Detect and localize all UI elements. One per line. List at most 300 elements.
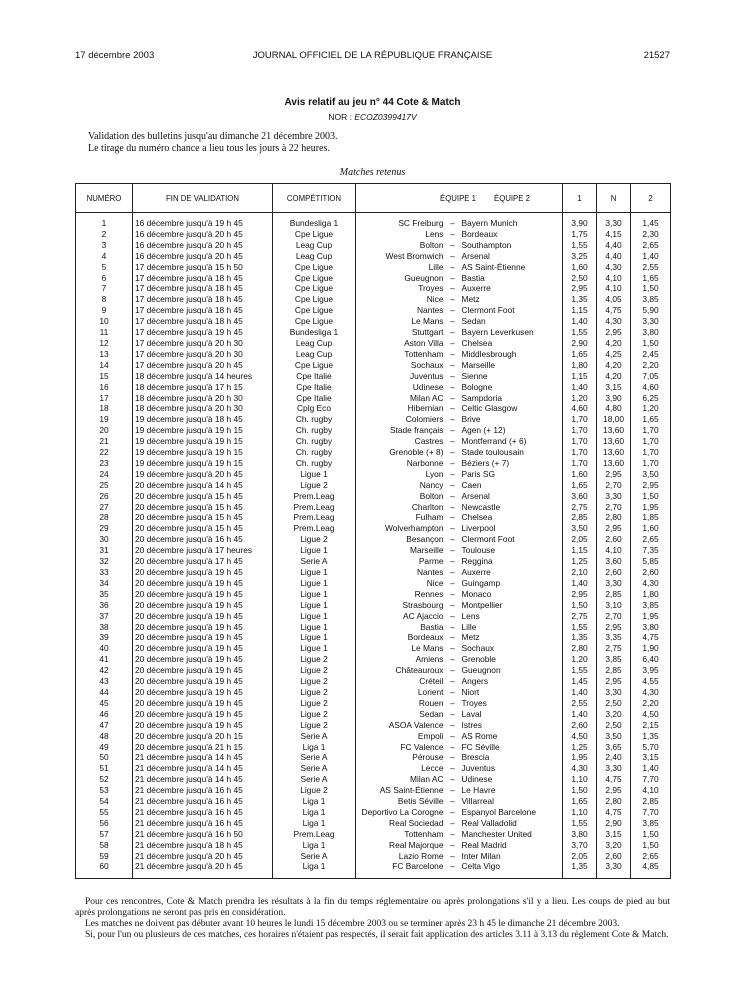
cell-cote-n: 13,60	[597, 447, 631, 458]
cell-equipe1: Lens	[356, 229, 446, 240]
table-row	[76, 851, 671, 862]
table-row	[76, 283, 671, 294]
cell-fin-validation: 21 décembre jusqu'à 16 h 45	[133, 785, 273, 796]
cell-cote-1: 1,55	[563, 622, 597, 633]
cell-cote-2: 1,20	[631, 403, 671, 414]
cell-cote-1: 1,70	[563, 436, 597, 447]
cell-numero: 28	[76, 512, 133, 523]
cell-cote-n: 3,30	[597, 763, 631, 774]
cell-cote-n: 4,80	[597, 403, 631, 414]
table-row	[76, 829, 671, 840]
cell-equipe2: Angers	[460, 676, 563, 687]
cell-equipe2: Chelsea	[460, 512, 563, 523]
cell-cote-n: 4,40	[597, 240, 631, 251]
cell-cote-n: 2,70	[597, 502, 631, 513]
cell-equipe1: Sochaux	[356, 360, 446, 371]
cell-cote-1: 1,40	[563, 709, 597, 720]
cell-equipe1: Troyes	[356, 283, 446, 294]
cell-equipe1: Aston Villa	[356, 338, 446, 349]
cell-fin-validation: 20 décembre jusqu'à 19 h 45	[133, 654, 273, 665]
table-row	[76, 349, 671, 360]
table-row	[76, 251, 671, 262]
cell-equipe1: Real Majorque	[356, 840, 446, 851]
footer-paragraph-horaires: Les matches ne doivent pas débuter avant 10 heures le lundi 15 décembre 2003 ou se terminer après 23 h 45 le dimanche 21 décembre 2003.	[85, 919, 620, 929]
cell-cote-1: 1,60	[563, 262, 597, 273]
cell-equipe1: Udinese	[356, 382, 446, 393]
cell-numero: 55	[76, 807, 133, 818]
cell-equipe2: Arsenal	[460, 251, 563, 262]
cell-numero: 43	[76, 676, 133, 687]
cell-competition: Liga 1	[273, 742, 356, 753]
cell-cote-2: 6,40	[631, 654, 671, 665]
table-row	[76, 556, 671, 567]
cell-equipe1: Charlton	[356, 502, 446, 513]
cell-equipe2: Stade toulousain	[460, 447, 563, 458]
table-row	[76, 720, 671, 731]
cell-separator: –	[450, 436, 455, 447]
cell-separator: –	[450, 283, 455, 294]
cell-equipe2: Sedan	[460, 316, 563, 327]
cell-equipe1: Empoli	[356, 731, 446, 742]
cell-cote-n: 3,20	[597, 709, 631, 720]
cell-numero: 34	[76, 578, 133, 589]
cell-cote-2: 4,60	[631, 382, 671, 393]
cell-competition: Serie A	[273, 731, 356, 742]
cell-cote-2: 1,50	[631, 829, 671, 840]
cell-equipe1: Nice	[356, 578, 446, 589]
cell-numero: 24	[76, 469, 133, 480]
cell-separator: –	[450, 239, 455, 250]
cell-fin-validation: 21 décembre jusqu'à 20 h 45	[133, 861, 273, 878]
cell-equipe1: Le Mans	[356, 316, 446, 327]
cell-fin-validation: 17 décembre jusqu'à 20 h 45	[133, 360, 273, 371]
cell-numero: 10	[76, 316, 133, 327]
cell-equipe1: AS Saint-Étienne	[356, 785, 446, 796]
cell-equipe1: Gueugnon	[356, 273, 446, 284]
table-row	[76, 414, 671, 425]
cell-competition: Serie A	[273, 851, 356, 862]
cell-cote-1: 2,60	[563, 720, 597, 731]
cell-numero: 35	[76, 589, 133, 600]
cell-cote-n: 2,70	[597, 480, 631, 491]
table-row	[76, 534, 671, 545]
cell-cote-1: 1,35	[563, 294, 597, 305]
cell-fin-validation: 20 décembre jusqu'à 19 h 45	[133, 687, 273, 698]
cell-cote-2: 5,70	[631, 742, 671, 753]
cell-fin-validation: 20 décembre jusqu'à 14 h 45	[133, 480, 273, 491]
table-row	[76, 567, 671, 578]
cell-fin-validation: 21 décembre jusqu'à 16 h 45	[133, 818, 273, 829]
cell-equipe2: Agen (+ 12)	[460, 425, 563, 436]
cell-fin-validation: 18 décembre jusqu'à 20 h 30	[133, 403, 273, 414]
cell-separator: –	[450, 447, 455, 458]
cell-numero: 16	[76, 382, 133, 393]
table-header-row	[76, 184, 671, 213]
cell-equipe2: Real Madrid	[460, 840, 563, 851]
cell-cote-n: 3,60	[597, 556, 631, 567]
cell-numero: 33	[76, 567, 133, 578]
cell-equipe2: Niort	[460, 687, 563, 698]
cell-cote-2: 1,70	[631, 458, 671, 469]
table-row	[76, 469, 671, 480]
cell-cote-2: 1,70	[631, 425, 671, 436]
cell-competition: Cpe Ligue	[273, 229, 356, 240]
cell-cote-n: 3,10	[597, 600, 631, 611]
cell-cote-1: 1,70	[563, 458, 597, 469]
cell-cote-2: 1,65	[631, 273, 671, 284]
cell-cote-2: 4,50	[631, 709, 671, 720]
cell-cote-1: 1,40	[563, 687, 597, 698]
cell-numero: 11	[76, 327, 133, 338]
cell-competition: Ligue 2	[273, 785, 356, 796]
cell-competition: Ligue 1	[273, 589, 356, 600]
table-row	[76, 785, 671, 796]
cell-fin-validation: 17 décembre jusqu'à 18 h 45	[133, 283, 273, 294]
cell-separator: –	[450, 523, 455, 534]
cell-cote-2: 6,25	[631, 393, 671, 404]
cell-cote-n: 3,85	[597, 654, 631, 665]
cell-separator: –	[450, 752, 455, 763]
cell-cote-1: 1,60	[563, 469, 597, 480]
cell-numero: 4	[76, 251, 133, 262]
nor-label: NOR :	[328, 112, 352, 122]
cell-cote-2: 1,65	[631, 414, 671, 425]
cell-cote-n: 3,15	[597, 829, 631, 840]
cell-cote-2: 1,90	[631, 643, 671, 654]
footer-paragraph-reglement: Si, pour l'un ou plusieurs de ces matches, ces horaires n'étaient pas respectés, il serait fait application des articles 3.11 à 3.13 du règlement Cote & Match.	[85, 930, 669, 940]
cell-cote-1: 2,50	[563, 273, 597, 284]
cell-cote-n: 4,75	[597, 807, 631, 818]
table-row	[76, 502, 671, 513]
cell-equipe1: Créteil	[356, 676, 446, 687]
cell-separator: –	[450, 348, 455, 359]
cell-cote-2: 1,35	[631, 731, 671, 742]
cell-equipe2: Arsenal	[460, 491, 563, 502]
cell-separator: –	[450, 588, 455, 599]
cell-cote-n: 3,90	[597, 393, 631, 404]
cell-competition: Cpe Italie	[273, 382, 356, 393]
cell-cote-1: 1,15	[563, 545, 597, 556]
table-row	[76, 338, 671, 349]
cell-equipe2: Bayern Munich	[460, 213, 563, 229]
cell-equipe1: Pérouse	[356, 752, 446, 763]
table-row	[76, 425, 671, 436]
cell-competition: Ligue 2	[273, 698, 356, 709]
cell-numero: 36	[76, 600, 133, 611]
cell-separator: –	[450, 370, 455, 381]
cell-equipe2: AS Rome	[460, 731, 563, 742]
cell-competition: Ligue 1	[273, 600, 356, 611]
cell-cote-n: 2,85	[597, 665, 631, 676]
cell-fin-validation: 17 décembre jusqu'à 19 h 45	[133, 327, 273, 338]
cell-cote-1: 2,75	[563, 611, 597, 622]
cell-cote-n: 4,75	[597, 305, 631, 316]
cell-cote-n: 18,00	[597, 414, 631, 425]
cell-separator: –	[450, 512, 455, 523]
cell-cote-2: 2,85	[631, 796, 671, 807]
cell-fin-validation: 20 décembre jusqu'à 19 h 45	[133, 567, 273, 578]
cell-equipe1: Strasbourg	[356, 600, 446, 611]
col-header-equipes	[356, 184, 563, 213]
cell-fin-validation: 17 décembre jusqu'à 18 h 45	[133, 316, 273, 327]
cell-cote-2: 2,20	[631, 360, 671, 371]
cell-equipe2: Auxerre	[460, 283, 563, 294]
cell-equipe1: Milan AC	[356, 774, 446, 785]
cell-cote-2: 7,70	[631, 774, 671, 785]
cell-separator: –	[450, 316, 455, 327]
cell-equipe1: Marseille	[356, 545, 446, 556]
cell-equipe1: Deportivo La Corogne	[356, 807, 446, 818]
cell-cote-2: 1,80	[631, 589, 671, 600]
cell-separator: –	[450, 228, 455, 239]
cell-fin-validation: 19 décembre jusqu'à 19 h 15	[133, 436, 273, 447]
cell-equipe2: Caen	[460, 480, 563, 491]
cell-competition: Cpe Italie	[273, 371, 356, 382]
cell-equipe1: FC Valence	[356, 742, 446, 753]
cell-numero: 6	[76, 273, 133, 284]
col-header-equipe1: ÉQUIPE 1	[440, 193, 476, 203]
cell-equipe1: Bordeaux	[356, 632, 446, 643]
cell-equipe1: Betis Séville	[356, 796, 446, 807]
cell-separator: –	[450, 468, 455, 479]
cell-cote-1: 1,65	[563, 480, 597, 491]
cell-cote-2: 3,80	[631, 622, 671, 633]
cell-cote-1: 1,50	[563, 600, 597, 611]
cell-cote-2: 2,95	[631, 480, 671, 491]
cell-fin-validation: 20 décembre jusqu'à 19 h 45	[133, 698, 273, 709]
cell-cote-n: 2,95	[597, 676, 631, 687]
cell-fin-validation: 16 décembre jusqu'à 20 h 45	[133, 240, 273, 251]
cell-fin-validation: 21 décembre jusqu'à 16 h 45	[133, 796, 273, 807]
cell-equipe1: Amiens	[356, 654, 446, 665]
cell-equipe1: Lyon	[356, 469, 446, 480]
cell-numero: 42	[76, 665, 133, 676]
table-row	[76, 403, 671, 414]
cell-equipe1: Châteauroux	[356, 665, 446, 676]
cell-equipe1: Juventus	[356, 371, 446, 382]
cell-separator: –	[450, 839, 455, 850]
table-row	[76, 578, 671, 589]
cell-cote-1: 1,10	[563, 774, 597, 785]
cell-cote-n: 2,50	[597, 698, 631, 709]
cell-cote-2: 3,85	[631, 294, 671, 305]
cell-separator: –	[450, 479, 455, 490]
cell-cote-2: 1,50	[631, 840, 671, 851]
cell-equipe2: Bologne	[460, 382, 563, 393]
cell-cote-n: 2,85	[597, 589, 631, 600]
cell-fin-validation: 21 décembre jusqu'à 16 h 45	[133, 807, 273, 818]
cell-equipe2: Inter Milan	[460, 851, 563, 862]
cell-cote-2: 2,20	[631, 698, 671, 709]
cell-separator: –	[450, 305, 455, 316]
cell-fin-validation: 20 décembre jusqu'à 17 h 45	[133, 556, 273, 567]
cell-cote-1: 1,80	[563, 360, 597, 371]
cell-competition: Prem.Leag	[273, 512, 356, 523]
cell-separator: –	[450, 817, 455, 828]
cell-cote-1: 3,60	[563, 491, 597, 502]
cell-cote-n: 3,30	[597, 491, 631, 502]
cell-cote-1: 1,35	[563, 861, 597, 878]
cell-cote-n: 2,80	[597, 796, 631, 807]
cell-equipe2: Laval	[460, 709, 563, 720]
cell-equipe1: Nantes	[356, 567, 446, 578]
cell-equipe2: Espanyol Barcelone	[460, 807, 563, 818]
cell-cote-2: 4,85	[631, 861, 671, 878]
cell-equipe1: Nice	[356, 294, 446, 305]
cell-numero: 13	[76, 349, 133, 360]
cell-fin-validation: 20 décembre jusqu'à 19 h 45	[133, 578, 273, 589]
table-row	[76, 840, 671, 851]
cell-fin-validation: 20 décembre jusqu'à 16 h 45	[133, 534, 273, 545]
cell-cote-2: 4,55	[631, 676, 671, 687]
cell-cote-2: 3,15	[631, 752, 671, 763]
intro-tirage: Le tirage du numéro chance a lieu tous les jours à 22 heures.	[88, 143, 330, 154]
cell-separator: –	[450, 654, 455, 665]
cell-equipe1: Colomiers	[356, 414, 446, 425]
cell-numero: 38	[76, 622, 133, 633]
table-row	[76, 742, 671, 753]
cell-separator: –	[450, 796, 455, 807]
cell-cote-n: 2,60	[597, 534, 631, 545]
cell-numero: 25	[76, 480, 133, 491]
nor-reference	[75, 112, 670, 122]
cell-numero: 30	[76, 534, 133, 545]
cell-competition: Cpe Ligue	[273, 316, 356, 327]
cell-fin-validation: 18 décembre jusqu'à 17 h 15	[133, 382, 273, 393]
col-header-cote-1: 1	[563, 184, 597, 213]
table-caption: Matches retenus	[339, 167, 406, 178]
cell-separator: –	[450, 337, 455, 348]
cell-separator: –	[446, 861, 460, 878]
cell-cote-n: 2,95	[597, 327, 631, 338]
cell-cote-1: 1,25	[563, 556, 597, 567]
cell-equipe2: Middlesbrough	[460, 349, 563, 360]
cell-cote-2: 1,95	[631, 502, 671, 513]
cell-equipe1: Bolton	[356, 240, 446, 251]
cell-cote-1: 1,35	[563, 632, 597, 643]
cell-separator: –	[450, 686, 455, 697]
cell-fin-validation: 21 décembre jusqu'à 14 h 45	[133, 774, 273, 785]
cell-cote-1: 1,75	[563, 229, 597, 240]
cell-cote-2: 4,30	[631, 578, 671, 589]
cell-cote-2: 2,65	[631, 240, 671, 251]
table-row	[76, 861, 671, 878]
cell-equipe2: Brescia	[460, 752, 563, 763]
cell-separator: –	[450, 294, 455, 305]
cell-fin-validation: 20 décembre jusqu'à 19 h 45	[133, 643, 273, 654]
cell-cote-n: 3,30	[597, 578, 631, 589]
cell-fin-validation: 21 décembre jusqu'à 14 h 45	[133, 752, 273, 763]
cell-fin-validation: 20 décembre jusqu'à 21 h 15	[133, 742, 273, 753]
cell-equipe1: ASOA Valence	[356, 720, 446, 731]
cell-numero: 40	[76, 643, 133, 654]
cell-equipe2: Paris SG	[460, 469, 563, 480]
table-row	[76, 807, 671, 818]
cell-cote-2: 1,70	[631, 447, 671, 458]
cell-equipe2: Brive	[460, 414, 563, 425]
notice-title: Avis relatif au jeu n° 44 Cote & Match	[284, 97, 461, 108]
table-row	[76, 294, 671, 305]
cell-cote-n: 3,65	[597, 742, 631, 753]
cell-cote-1: 1,15	[563, 371, 597, 382]
cell-cote-2: 3,85	[631, 600, 671, 611]
cell-cote-1: 1,40	[563, 382, 597, 393]
cell-competition: Ligue 2	[273, 480, 356, 491]
cell-fin-validation: 21 décembre jusqu'à 18 h 45	[133, 840, 273, 851]
cell-equipe2: AS Saint-Étienne	[460, 262, 563, 273]
intro-validation: Validation des bulletins jusqu'au dimanche 21 décembre 2003.	[88, 131, 338, 142]
cell-cote-2: 2,15	[631, 720, 671, 731]
cell-fin-validation: 20 décembre jusqu'à 19 h 45	[133, 600, 273, 611]
cell-competition: Ch. rugby	[273, 425, 356, 436]
cell-separator: –	[450, 567, 455, 577]
cell-numero: 18	[76, 403, 133, 414]
cell-separator: –	[450, 545, 455, 556]
cell-cote-1: 2,90	[563, 338, 597, 349]
cell-fin-validation: 20 décembre jusqu'à 20 h 15	[133, 731, 273, 742]
table-row	[76, 436, 671, 447]
cell-competition: Ligue 2	[273, 654, 356, 665]
cell-fin-validation: 19 décembre jusqu'à 19 h 15	[133, 447, 273, 458]
cell-competition: Serie A	[273, 752, 356, 763]
cell-cote-2: 3,80	[631, 327, 671, 338]
cell-numero: 15	[76, 371, 133, 382]
table-row	[76, 458, 671, 469]
cell-fin-validation: 17 décembre jusqu'à 20 h 30	[133, 338, 273, 349]
cell-competition: Serie A	[273, 774, 356, 785]
cell-fin-validation: 20 décembre jusqu'à 19 h 45	[133, 611, 273, 622]
table-row	[76, 818, 671, 829]
cell-separator: –	[450, 556, 455, 567]
cell-cote-n: 3,30	[597, 687, 631, 698]
cell-equipe2: Reggina	[460, 556, 563, 567]
cell-equipe2: Celta Vigo	[460, 861, 563, 878]
cell-cote-2: 1,40	[631, 251, 671, 262]
cell-equipe1: Lazio Rome	[356, 851, 446, 862]
cell-cote-1: 2,05	[563, 534, 597, 545]
cell-competition: Ligue 1	[273, 469, 356, 480]
cell-fin-validation: 17 décembre jusqu'à 18 h 45	[133, 294, 273, 305]
cell-cote-2: 3,50	[631, 469, 671, 480]
cell-separator: –	[450, 785, 455, 796]
cell-equipe1: Stuttgart	[356, 327, 446, 338]
cell-competition: Ch. rugby	[273, 414, 356, 425]
cell-cote-n: 3,30	[597, 213, 631, 229]
cell-numero: 8	[76, 294, 133, 305]
table-row	[76, 676, 671, 687]
cell-cote-n: 2,95	[597, 785, 631, 796]
cell-competition: Prem.Leag	[273, 502, 356, 513]
cell-separator: –	[450, 490, 455, 501]
cell-cote-1: 2,85	[563, 512, 597, 523]
cell-numero: 48	[76, 731, 133, 742]
cell-competition: Leag Cup	[273, 251, 356, 262]
cell-equipe1: Tottenham	[356, 349, 446, 360]
matches-table	[75, 183, 671, 879]
cell-cote-1: 1,55	[563, 818, 597, 829]
cell-numero: 27	[76, 502, 133, 513]
cell-cote-2: 1,50	[631, 338, 671, 349]
cell-separator: –	[450, 774, 455, 785]
cell-fin-validation: 19 décembre jusqu'à 19 h 15	[133, 458, 273, 469]
cell-cote-n: 2,60	[597, 851, 631, 862]
cell-equipe2: Newcastle	[460, 502, 563, 513]
cell-cote-n: 2,95	[597, 622, 631, 633]
cell-equipe1: Bolton	[356, 491, 446, 502]
cell-numero: 17	[76, 393, 133, 404]
cell-equipe1: Hibernian	[356, 403, 446, 414]
col-header-competition: COMPÉTITION	[273, 184, 356, 213]
